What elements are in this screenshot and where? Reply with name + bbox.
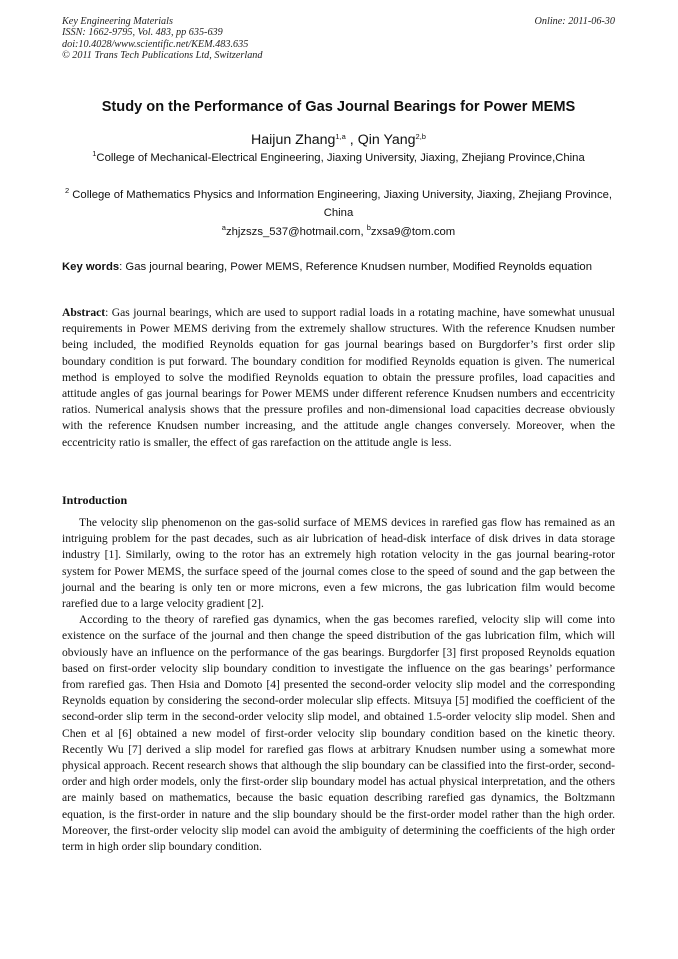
keywords-text: : Gas journal bearing, Power MEMS, Reference Knudsen number, Modified Reynolds equation bbox=[119, 261, 592, 273]
paragraph: According to the theory of rarefied gas dynamics, when the gas becomes rarefied, velocity slip will come into existence on the surface of the journal and then change the speed distribution of the gas lubrication film, which will obviously have an influence on the performance of the gas bearings. Burgdorfer [3] first proposed Reynolds equation based on first-order velocity slip boundary condition to investigate the influence on the gas bearings’ performance from rarefied gas. Then Hsia and Domoto [4] presented the second-order velocity slip model and the corresponding Reynolds equation by considering the second-order molecular slip effects. Mitsuya [5] modified the coefficient of the second-order slip term in the second-order velocity slip model, and obtained 1.5-order velocity slip model. Shen and Chen et al [6] obtained a new model of first-order velocity slip boundary condition based on the kinetic theory. Recently Wu [7] derived a slip model for rarefied gas flows at arbitrary Knudsen number using a somewhat more physical approach. Recent research shows that although the slip boundary can be classified into the first-order, second-order and high order models, only the first-order slip boundary model has actual physical interpretation, and the others are mainly based on mathematics, because the basic equation describing rarefied gas dynamics, the Boltzmann equation, is the first-order in nature and the slip boundary should be the first-order model rather than the high order. Moreover, the first-order velocity slip model can avoid the ambiguity of determining the coefficients of the high order term in high order slip boundary condition. bbox=[62, 613, 615, 854]
keywords-label: Key words bbox=[62, 261, 120, 273]
abstract-text: : Gas journal bearings, which are used to support radial loads in a rotating machine, have somewhat unusual requirements in Power MEMS deriving from the extremely shallow structures. With the reference Knudsen number being included, the modified Reynolds equation for gas journal bearings based on Burgdorfer’s first order slip boundary condition is put forward. The boundary condition for modified Reynolds equation is given. The numerical method is employed to solve the modified Reynolds equation to obtain the pressure profiles, load capacities and attitude angles of gas journal bearings for Power MEMS under different reference Knudsen numbers and eccentricity ratios. Numerical analysis shows that the pressure profiles and non-dimensional load capacities decrease obviously with the reference Knudsen number increasing, and the attitude angle changes conversely. Moreover, when the eccentricity ratio is smaller, the effect of gas rarefaction on the attitude angle is less. bbox=[62, 306, 615, 449]
author-emails bbox=[62, 224, 615, 242]
email-superscript: b bbox=[366, 223, 371, 232]
doi-line: doi:10.4028/www.scientific.net/KEM.483.635 bbox=[62, 38, 249, 50]
author-superscript: 2,b bbox=[415, 132, 426, 141]
copyright-line: © 2011 Trans Tech Publications Ltd, Switzerland bbox=[62, 50, 263, 62]
author-name: Qin Yang bbox=[357, 132, 416, 148]
affiliation-2 bbox=[62, 187, 615, 222]
paragraph: The velocity slip phenomenon on the gas-solid surface of MEMS devices in rarefied gas flow has remained as an intriguing problem for the past decades, such as air lubrication of head-disk interface of disk drives in data storage industry [1]. Similarly, owing to the rotor has an extremely high rotation velocity in the gas journal bearing-rotor system for Power MEMS, the surface speed of the journal comes close to the speed of sound and the gap between the journal and the bearing is only ten or more microns, even a few microns, the gas lubrication film would become rarefied due to a large velocity gradient [2]. bbox=[62, 516, 615, 611]
abstract-section bbox=[62, 305, 615, 451]
affiliation-superscript: 1 bbox=[92, 149, 97, 158]
affiliation-text: College of Mathematics Physics and Information Engineering, Jiaxing University, Jiaxing, Zhejiang Province, China bbox=[69, 189, 613, 219]
issn-line: ISSN: 1662-9795, Vol. 483, pp 635-639 bbox=[62, 27, 223, 39]
online-date: Online: 2011-06-30 bbox=[534, 16, 615, 27]
email-link[interactable]: zxsa9@tom.com bbox=[370, 226, 456, 238]
paper-title: Study on the Performance of Gas Journal Bearings for Power MEMS bbox=[101, 99, 576, 115]
email-link[interactable]: zhjzszs_537@hotmail.com bbox=[225, 226, 361, 238]
author-name: Haijun Zhang bbox=[251, 132, 336, 148]
affiliation-text: College of Mechanical-Electrical Engineering, Jiaxing University, Jiaxing, Zhejiang Province,China bbox=[96, 152, 585, 164]
author-list bbox=[62, 131, 615, 149]
introduction-body bbox=[62, 515, 615, 855]
affiliation-1 bbox=[62, 150, 615, 168]
email-separator: , bbox=[360, 226, 367, 238]
journal-header bbox=[62, 16, 615, 62]
affiliation-superscript: 2 bbox=[64, 186, 70, 195]
abstract-label: Abstract bbox=[62, 306, 106, 319]
journal-name: Key Engineering Materials bbox=[62, 16, 173, 27]
email-superscript: a bbox=[221, 223, 226, 232]
author-superscript: 1,a bbox=[335, 132, 346, 141]
keywords-section bbox=[62, 260, 615, 276]
section-heading-introduction: Introduction bbox=[62, 493, 128, 507]
author-separator: , bbox=[345, 132, 358, 148]
